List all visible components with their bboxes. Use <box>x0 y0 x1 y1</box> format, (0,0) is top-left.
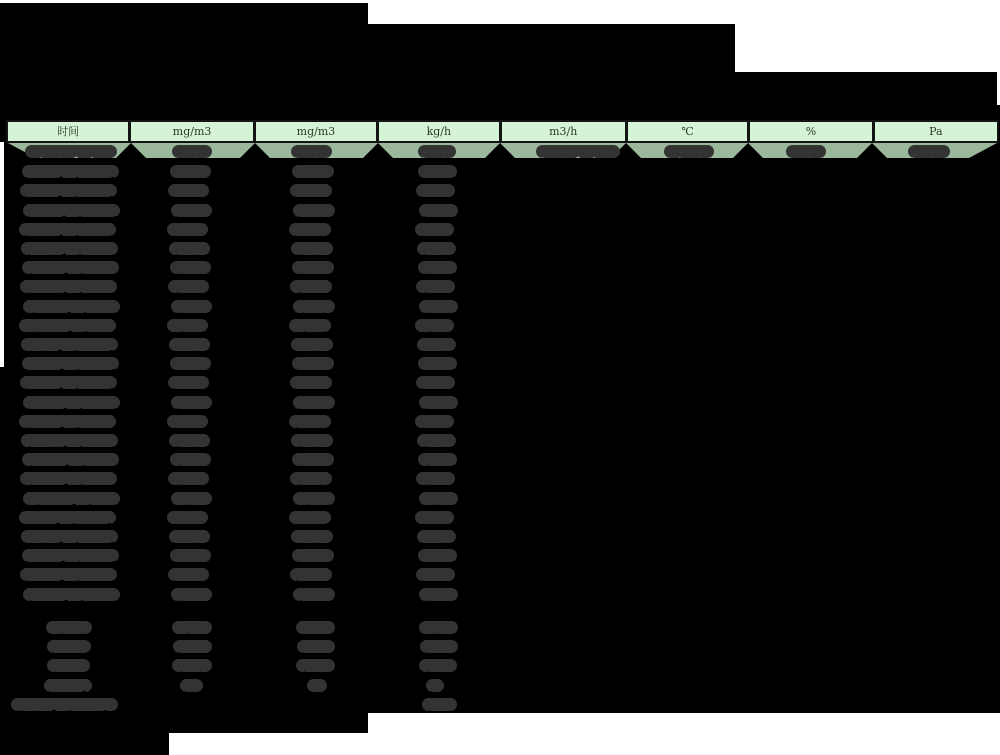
redacted-value <box>23 396 120 409</box>
redacted-value <box>23 492 120 505</box>
redaction-block-title-line1 <box>0 3 368 24</box>
redaction-notch <box>857 143 887 158</box>
redacted-value <box>418 145 456 158</box>
redacted-value <box>167 319 208 332</box>
redacted-value <box>418 549 457 562</box>
redacted-value <box>536 145 620 158</box>
header-cell-pa: Pa <box>875 122 997 141</box>
redacted-value <box>416 280 455 293</box>
redacted-value <box>289 415 331 428</box>
redacted-value <box>417 242 456 255</box>
redacted-value <box>20 280 117 293</box>
redacted-value <box>168 472 209 485</box>
redacted-value <box>293 588 335 601</box>
header-cell-kgh: kg/h <box>379 122 498 141</box>
redacted-value <box>21 434 118 447</box>
redacted-value <box>307 679 327 692</box>
redacted-value <box>293 492 335 505</box>
redacted-value <box>21 338 118 351</box>
redacted-value <box>419 204 458 217</box>
header-cell-time: 时间 <box>8 122 128 141</box>
redacted-value <box>419 492 458 505</box>
table-header-row <box>6 120 999 143</box>
redacted-value <box>291 242 333 255</box>
redacted-value <box>416 376 455 389</box>
redacted-value <box>290 184 332 197</box>
redacted-value <box>418 261 457 274</box>
redaction-notch <box>363 143 393 158</box>
redacted-value <box>25 145 117 158</box>
redaction-notch <box>733 143 763 158</box>
redacted-value <box>291 530 333 543</box>
redacted-value <box>169 242 210 255</box>
redacted-value <box>23 204 120 217</box>
redacted-value <box>47 659 90 672</box>
redacted-value <box>22 453 119 466</box>
page-edge-sliver <box>0 142 4 367</box>
redacted-value <box>292 261 334 274</box>
redacted-value <box>172 621 212 634</box>
redacted-value <box>20 568 117 581</box>
redacted-value <box>292 453 334 466</box>
redacted-value <box>169 338 210 351</box>
redacted-value <box>292 165 334 178</box>
redacted-value <box>418 357 457 370</box>
redacted-value <box>22 165 119 178</box>
redacted-value <box>419 396 458 409</box>
redacted-value <box>291 338 333 351</box>
redaction-notch <box>485 143 515 158</box>
redacted-value <box>169 434 210 447</box>
redacted-value <box>415 415 454 428</box>
redaction-notch <box>240 143 270 158</box>
redacted-value <box>171 300 212 313</box>
redacted-value <box>21 242 118 255</box>
redacted-value <box>167 511 208 524</box>
header-cell-mgm3-1: mg/m3 <box>131 122 252 141</box>
redacted-value <box>293 204 335 217</box>
redaction-block-title-line2 <box>0 24 735 72</box>
redacted-value <box>297 640 335 653</box>
redacted-value <box>293 300 335 313</box>
header-cell-pct: % <box>750 122 871 141</box>
redacted-value <box>46 621 92 634</box>
redacted-value <box>170 549 211 562</box>
redacted-value <box>172 659 212 672</box>
redacted-value <box>170 453 211 466</box>
redacted-value <box>170 165 211 178</box>
redacted-value <box>420 640 458 653</box>
redacted-value <box>168 376 209 389</box>
redacted-value <box>415 223 454 236</box>
redacted-value <box>908 145 950 158</box>
redacted-value <box>418 165 457 178</box>
redaction-block-table-body <box>0 105 1000 713</box>
redacted-value <box>296 621 335 634</box>
redacted-value <box>292 357 334 370</box>
redaction-notch <box>969 143 997 158</box>
redacted-value <box>416 472 455 485</box>
redaction-notch <box>116 143 146 158</box>
redacted-value <box>168 280 209 293</box>
redacted-value <box>169 530 210 543</box>
redacted-value <box>180 679 203 692</box>
redacted-value <box>419 588 458 601</box>
redacted-value <box>19 223 116 236</box>
redacted-value <box>426 679 444 692</box>
redacted-value <box>416 184 455 197</box>
redacted-value <box>416 568 455 581</box>
redacted-value <box>11 698 118 711</box>
redacted-value <box>167 223 208 236</box>
redacted-value <box>170 357 211 370</box>
redacted-value <box>290 568 332 581</box>
redacted-value <box>22 357 119 370</box>
redacted-value <box>417 338 456 351</box>
redacted-value <box>290 376 332 389</box>
redacted-value <box>22 549 119 562</box>
redacted-value <box>418 453 457 466</box>
redacted-value <box>19 415 116 428</box>
redaction-block-bottom-1 <box>0 713 368 733</box>
redacted-value <box>171 588 212 601</box>
highlighted-first-row <box>8 143 997 158</box>
redacted-value <box>292 549 334 562</box>
redacted-value <box>417 530 456 543</box>
redacted-value <box>171 396 212 409</box>
header-cell-m3h: m3/h <box>502 122 625 141</box>
header-cell-mgm3-2: mg/m3 <box>256 122 376 141</box>
redacted-value <box>168 568 209 581</box>
redacted-value <box>20 184 117 197</box>
redacted-value <box>171 492 212 505</box>
redacted-value <box>23 588 120 601</box>
redacted-value <box>289 319 331 332</box>
redacted-value <box>19 319 116 332</box>
redacted-value <box>417 434 456 447</box>
redacted-value <box>290 280 332 293</box>
header-cell-degc: ℃ <box>628 122 747 141</box>
redacted-value <box>168 184 209 197</box>
redacted-value <box>291 145 332 158</box>
redacted-value <box>171 204 212 217</box>
redacted-value <box>20 472 117 485</box>
redacted-value <box>415 319 454 332</box>
redacted-value <box>296 659 335 672</box>
redacted-value <box>21 530 118 543</box>
redaction-block-bottom-2 <box>0 733 169 755</box>
redacted-value <box>664 145 714 158</box>
redacted-value <box>290 472 332 485</box>
redacted-value <box>19 511 116 524</box>
redacted-value <box>422 698 457 711</box>
redacted-value <box>44 679 92 692</box>
redacted-value <box>419 300 458 313</box>
redacted-value <box>173 640 212 653</box>
redacted-value <box>170 261 211 274</box>
redacted-value <box>23 300 120 313</box>
redacted-value <box>786 145 826 158</box>
redacted-value <box>291 434 333 447</box>
redacted-value <box>172 145 212 158</box>
redacted-value <box>20 376 117 389</box>
redacted-value <box>419 621 458 634</box>
redacted-value <box>415 511 454 524</box>
redacted-value <box>47 640 91 653</box>
redacted-value <box>289 511 331 524</box>
redacted-value <box>167 415 208 428</box>
redacted-value <box>419 659 457 672</box>
redacted-value <box>22 261 119 274</box>
redacted-value <box>289 223 331 236</box>
redacted-value <box>293 396 335 409</box>
